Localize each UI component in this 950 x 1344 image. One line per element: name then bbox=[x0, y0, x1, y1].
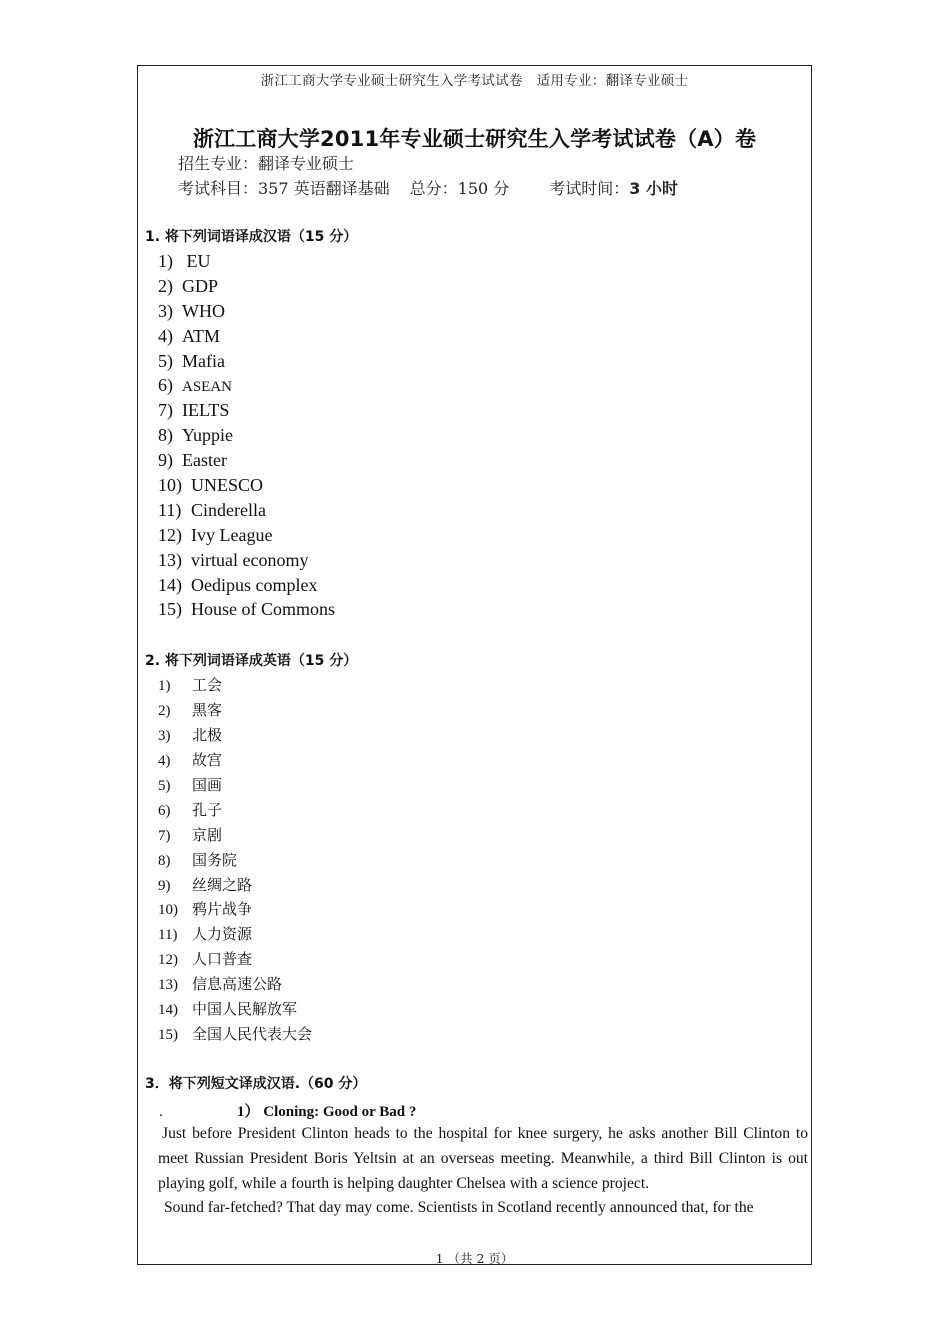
passage-dot: . bbox=[159, 1104, 163, 1120]
list-item: 10) 鸦片战争 bbox=[158, 900, 253, 919]
passage-number: 1） bbox=[237, 1104, 260, 1120]
list-item: 3) 北极 bbox=[158, 725, 223, 744]
list-item: 4) ATM bbox=[158, 325, 221, 346]
list-item: 10) UNESCO bbox=[158, 475, 264, 496]
page-footer: 1 （共 2 页） bbox=[435, 1251, 514, 1266]
list-item: 2) GDP bbox=[158, 275, 219, 296]
list-item: 11) Cinderella bbox=[158, 499, 266, 520]
list-item: 13) 信息高速公路 bbox=[158, 975, 283, 994]
list-item: 6) ASEAN bbox=[158, 375, 233, 396]
list-item: 9) 丝绸之路 bbox=[158, 875, 253, 894]
exam-title: 浙江工商大学2011年专业硕士研究生入学考试试卷（A）卷 bbox=[192, 127, 757, 151]
section-3-heading: 3．将下列短文译成汉语.（60 分） bbox=[145, 1076, 367, 1092]
section-1-list bbox=[158, 249, 335, 622]
list-item: 9) Easter bbox=[158, 450, 227, 471]
passage-body bbox=[158, 1122, 808, 1221]
exam-time-value: 3 小时 bbox=[629, 179, 679, 198]
exam-time-label: 考试时间： bbox=[549, 179, 630, 198]
major-line: 招生专业：翻译专业硕士 bbox=[178, 154, 355, 173]
list-item: 8) Yuppie bbox=[158, 425, 233, 446]
section-2-heading: 2. 将下列词语译成英语（15 分） bbox=[145, 653, 358, 669]
list-item: 1) 工会 bbox=[158, 676, 223, 694]
list-item: 12) Ivy League bbox=[158, 524, 273, 545]
list-item: 2) 黑客 bbox=[158, 700, 223, 719]
list-item: 6) 孔子 bbox=[158, 800, 223, 819]
list-item: 3) WHO bbox=[158, 300, 225, 321]
list-item: 11) 人力资源 bbox=[158, 925, 253, 944]
list-item: 5) 国画 bbox=[158, 775, 223, 794]
list-item: 5) Mafia bbox=[158, 350, 225, 371]
passage-heading: Cloning: Good or Bad ? bbox=[263, 1104, 417, 1120]
passage-paragraph: Just before President Clinton heads to the hospital for knee surgery, he asks another Bill Clinton to meet Russian President Boris Yeltsin at an overseas meeting. Meanwhile, a third Bill Clinton is out playing golf, while a fourth is helping daughter Chelsea with a science project. bbox=[158, 1125, 808, 1192]
exam-total-score: 总分：150 分 bbox=[409, 179, 510, 198]
list-item: 14) 中国人民解放军 bbox=[158, 1000, 298, 1019]
list-item: 14) Oedipus complex bbox=[158, 574, 318, 595]
list-item: 1) EU bbox=[158, 251, 211, 271]
section-2-list bbox=[158, 673, 312, 1047]
list-item: 12) 人口普查 bbox=[158, 950, 253, 969]
list-item: 7) IELTS bbox=[158, 400, 230, 421]
exam-info-line bbox=[178, 176, 678, 199]
passage-paragraph: Sound far-fetched? That day may come. Scientists in Scotland recently announced that, for the bbox=[164, 1199, 754, 1217]
passage-title bbox=[159, 1100, 416, 1121]
list-item: 13) virtual economy bbox=[158, 549, 309, 570]
list-item: 7) 京剧 bbox=[158, 825, 223, 844]
list-item: 8) 国务院 bbox=[158, 850, 238, 869]
section-1-heading: 1. 将下列词语译成汉语（15 分） bbox=[145, 229, 358, 245]
list-item: 15) House of Commons bbox=[158, 599, 335, 620]
exam-page-frame bbox=[137, 65, 812, 1265]
exam-subject: 考试科目：357 英语翻译基础 bbox=[178, 179, 390, 198]
running-header: 浙江工商大学专业硕士研究生入学考试试卷 适用专业：翻译专业硕士 bbox=[260, 73, 689, 89]
list-item: 15) 全国人民代表大会 bbox=[158, 1025, 313, 1044]
list-item: 4) 故宫 bbox=[158, 750, 223, 769]
